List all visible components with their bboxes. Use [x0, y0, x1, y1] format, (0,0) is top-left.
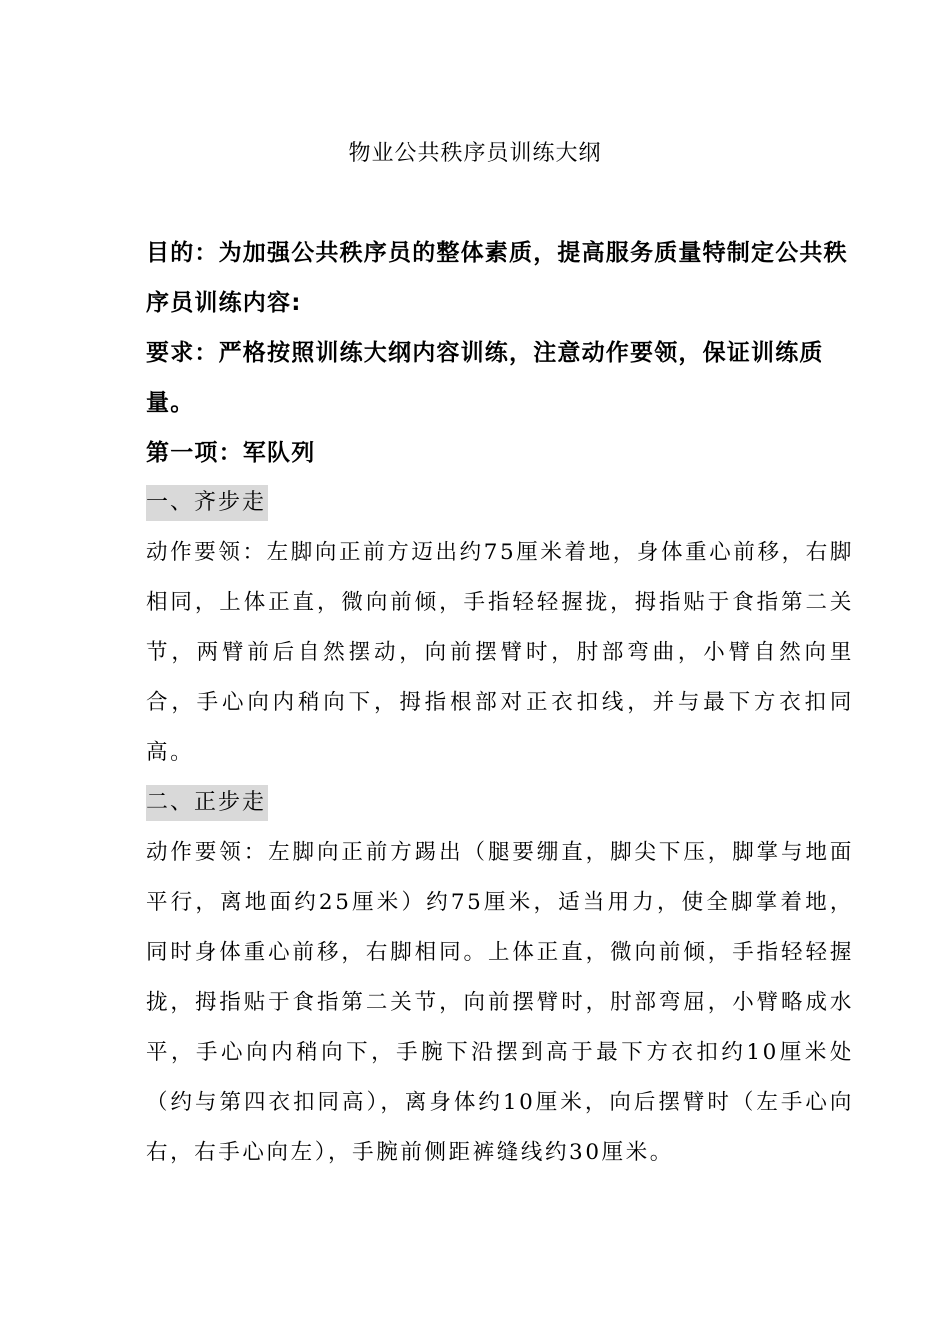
section-body: 动作要领：左脚向正前方迈出约75厘米着地，身体重心前移，右脚相同，上体正直，微向前倾，手指轻轻握拢，拇指贴于食指第二关节，两臂前后自然摆动，向前摆臂时，肘部弯曲，小臂自然向里合，手心向内稍向下，拇指根部对正衣扣线，并与最下方衣扣同高。 [146, 540, 854, 765]
section-heading: 二、正步走 [146, 785, 268, 821]
requirement-paragraph: 要求：严格按照训练大纲内容训练，注意动作要领，保证训练质量。 [146, 340, 824, 416]
page-title: 物业公共秩序员训练大纲 [348, 141, 602, 166]
section-heading: 一、齐步走 [146, 485, 268, 521]
purpose-paragraph: 目的：为加强公共秩序员的整体素质，提高服务质量特制定公共秩序员训练内容: [146, 240, 848, 316]
section-heading-row [146, 778, 854, 828]
section-heading-row [146, 478, 854, 528]
item-one-heading: 第一项：军队列 [146, 440, 316, 466]
section-body: 动作要领：左脚向正前方踢出（腿要绷直，脚尖下压，脚掌与地面平行，离地面约25厘米）约75厘米，适当用力，使全脚掌着地，同时身体重心前移，右脚相同。上体正直，微向前倾，手指轻轻握拢，拇指贴于食指第二关节，向前摆臂时，肘部弯屈，小臂略成水平，手心向内稍向下，手腕下沿摆到高于最下方衣扣约10厘米处（约与第四衣扣同高），离身体约10厘米，向后摆臂时（左手心向右，右手心向左），手腕前侧距裤缝线约30厘米。 [146, 840, 854, 1165]
document-body [146, 228, 854, 1178]
